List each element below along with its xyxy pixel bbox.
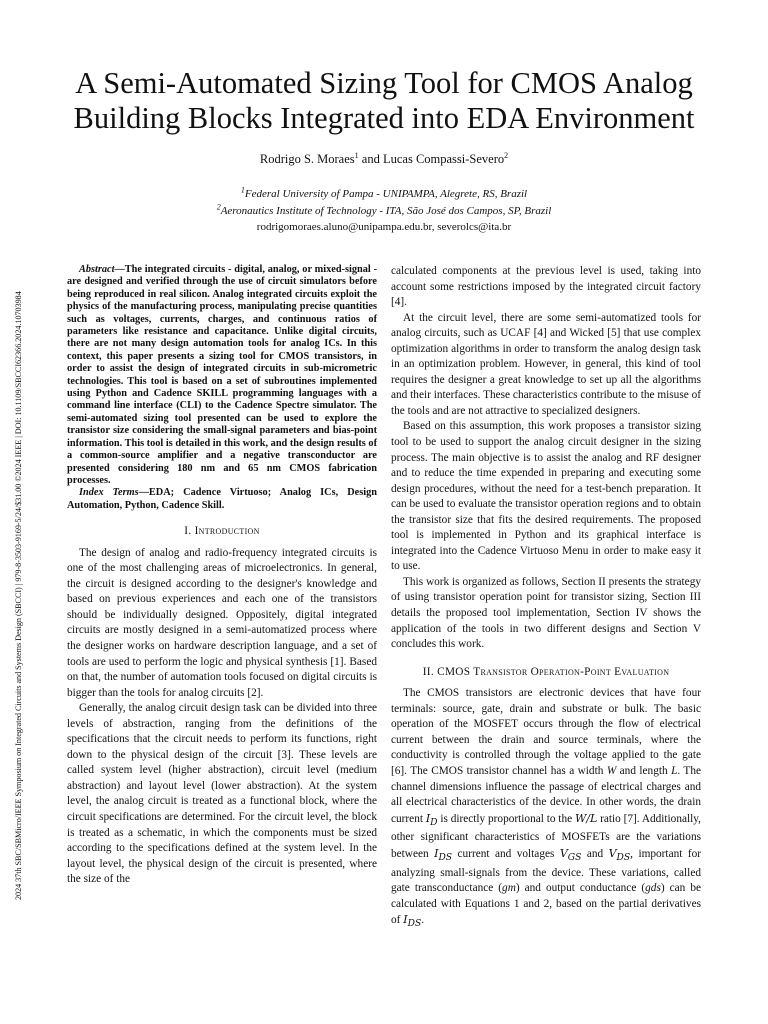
var-vds-sub: DS xyxy=(616,852,631,864)
var-vgs-sub: GS xyxy=(567,852,582,864)
var-wl: W/L xyxy=(574,811,598,825)
var-vgs xyxy=(559,846,582,864)
s2-text-k: . xyxy=(421,914,425,927)
left-column xyxy=(67,264,377,888)
sidebar-citation-text: 2024 37th SBC/SBMicro/IEEE Symposium on Integrated Circuits and Systems Design (SBCCI) | 979-8-3503-9169-5/24/$31.00 ©2024 IEEE | DOI: 10.1109/SBCCI62366.2024.10703984 xyxy=(14,291,23,900)
authors-and: and xyxy=(358,152,383,166)
var-ids-2 xyxy=(403,913,422,930)
paper-title: A Semi-Automated Sizing Tool for CMOS Analog Building Blocks Integrated into EDA Environment xyxy=(73,66,695,135)
section-2-heading: II. CMOS Transistor Operation-Point Evaluation xyxy=(422,665,670,678)
index-terms-lead: Index Terms xyxy=(79,487,139,499)
section-2-paragraph-1 xyxy=(391,686,701,932)
intro-paragraph-2: Generally, the analog circuit design task can be divided into three levels of abstraction, ranging from the definitions of the specifications that the circuit needs to perform its functions, right down to the physical design of the circuit [3]. These levels are called system level (higher abstraction), circuit level (medium abstraction) and layout level (lower abstraction). At the system level, the analog circuit is treated as a functional block, where the circuit specifications are determined. For the circuit level, the block is treated as a schematic, in which the components must be sized according to the specifications defined at the system level. In the layout level, the physical design of the circuit is presented, where the size of the xyxy=(67,702,377,886)
s2-text-a: The CMOS transistors are electronic devices that have four terminals: source, gate, drain and substrate or bulk. The basic operation of the MOSFET occurs through the flow of electrical current between the drain and source terminals, where the conductivity is controlled through the voltage applied to the gate [6]. The CMOS transistor channel has a width xyxy=(391,687,701,777)
affiliation-2-text: Aeronautics Institute of Technology - ITA, São José dos Campos, SP, Brazil xyxy=(220,205,552,217)
section-1-heading: I. Introduction xyxy=(184,525,260,538)
affiliation-2 xyxy=(30,202,738,217)
var-ids2-main: I xyxy=(403,913,408,927)
sidebar-citation xyxy=(14,120,28,900)
var-vds xyxy=(608,846,631,864)
s2-text-h: , important for analyzing small-signals from the device. These variations, called gate transconductance ( xyxy=(391,847,701,895)
var-vds-main: V xyxy=(608,846,617,860)
var-id xyxy=(425,811,438,828)
intro-paragraph-5: Based on this assumption, this work proposes a transistor sizing tool to be used to support the analog circuit designer in the sizing process. The main objective is to assist the analog and RF designer and to reduce the time expended in preparing and executing some design procedures, without the need for a test-bench preparation. It can be used to evaluate the transistor operation regions and to obtain the transistor size that fits the desired requirements. The proposed tool is implemented in Python and its graphical interface is integrated into the Cadence Virtuoso Menu in order to make easy it to use. xyxy=(391,420,701,573)
author-emails: rodrigomoraes.aluno@unipampa.edu.br, severolcs@ita.br xyxy=(256,221,512,233)
right-column xyxy=(391,264,701,932)
author-1: Rodrigo S. Moraes xyxy=(259,152,355,166)
var-l: L xyxy=(671,764,678,777)
s2-text-d: is directly proportional to the xyxy=(437,812,575,825)
s2-text-e: ratio [7]. Additionally, other significant characteristics of MOSFETs are the variations between xyxy=(391,812,702,860)
var-gm: gm xyxy=(502,882,516,895)
var-ids-main: I xyxy=(434,846,439,860)
abstract-text: —The integrated circuits - digital, analog, or mixed-signal - are designed and verified through the use of circuit simulators before being reproduced in real silicon. Analog integrated circuits exploit the physics of the manufacturing process, manipulating precise quantities such as voltages, currents, charges, and continuous ratios of parameters like resistance and capacitance. Unlike digital circuits, there are not many design automation tools for analog ICs. In this context, this paper presents a sizing tool for CMOS transistors, in order to assist the design of integrated circuits in sub-micrometric technologies. This tool is based on a set of subroutines implemented using Python and Cadence SKILL programming languages with a command line interface (CLI) to the Cadence Spectre simulator. The semi-automated sizing tool presented can be used to explore the transistor size considering the small-signal parameters and bias-point information. This tool is detailed in this work, and the design results of a common-source amplifier and a negative transconductor are presented considering 180 nm and 65 nm CMOS fabrication processes. xyxy=(67,264,377,486)
intro-paragraph-6: This work is organized as follows, Section II presents the strategy of using transistor operation point for transistor sizing, Section III details the proposed tool implementation, Section IV shows the application of the tools in two different designs and Section V concludes this work. xyxy=(391,575,701,651)
authors xyxy=(30,152,738,167)
var-w: W xyxy=(606,764,617,777)
s2-text-c: . The channel dimensions influence the passage of electrical charges and all electrical characteristics of the device. In other words, the drain current xyxy=(391,764,701,825)
var-gds: gds xyxy=(645,882,661,895)
s2-text-f: current and voltages xyxy=(452,847,560,860)
var-ids xyxy=(434,846,453,864)
var-ids-sub: DS xyxy=(438,852,453,864)
index-terms-text: —EDA; Cadence Virtuoso; Analog ICs, Design Automation, Python, Cadence Skill. xyxy=(67,487,377,511)
intro-paragraph-4: At the circuit level, there are some semi-automatized tools for analog circuits, such as UCAF [4] and Wicked [5] that use complex optimization algorithms in order to transform the analog design task in an optimization problem. However, in general, this kind of tool requires the designer a great knowledge to set up all the algorithms and their interfaces. These characteristics contribute to the misuse of the tools and are not attractive to specialized designers. xyxy=(391,311,701,417)
var-ids2-sub: DS xyxy=(407,918,422,930)
s2-text-g: and xyxy=(581,847,609,860)
author-1-sup: 1 xyxy=(354,150,359,160)
s2-text-j: ) can be calculated with Equations 1 and 2, based on the partial derivatives of xyxy=(391,882,701,927)
index-terms xyxy=(67,487,377,512)
affiliation-1 xyxy=(30,185,738,200)
author-2-sup: 2 xyxy=(504,150,509,160)
var-id-main: I xyxy=(425,811,431,825)
abstract-lead: Abstract xyxy=(79,264,115,275)
var-vgs-main: V xyxy=(559,846,568,860)
affiliation-1-text: Federal University of Pampa - UNIPAMPA, Alegrete, RS, Brazil xyxy=(244,188,528,200)
abstract xyxy=(67,264,377,487)
affiliation-2-sup: 2 xyxy=(216,202,221,212)
affiliation-1-sup: 1 xyxy=(240,185,245,195)
s2-text-i: ) and output conductance ( xyxy=(515,882,646,895)
intro-paragraph-3: calculated components at the previous level is used, taking into account some restrictions imposed by the integrated circuit factory [4]. xyxy=(391,265,701,309)
var-id-sub: D xyxy=(430,816,438,828)
s2-text-b: and length xyxy=(616,764,672,777)
author-2: Lucas Compassi-Severo xyxy=(382,152,505,166)
intro-paragraph-1: The design of analog and radio-frequency integrated circuits is one of the most challenging areas of microelectronics. In general, the circuit is designed according to the designer's knowledge and based on previous experiences and each one of the transistors should be individually designed. Oppositely, digital integrated circuits are mostly designed in a semi-automatized process where the designer works on hardware description language, and a set of tools are used to perform the logic and physical synthesis [1]. Based on that, the number of automation tools focused on digital circuits is bigger than the tools for analog circuits [2]. xyxy=(67,546,377,699)
